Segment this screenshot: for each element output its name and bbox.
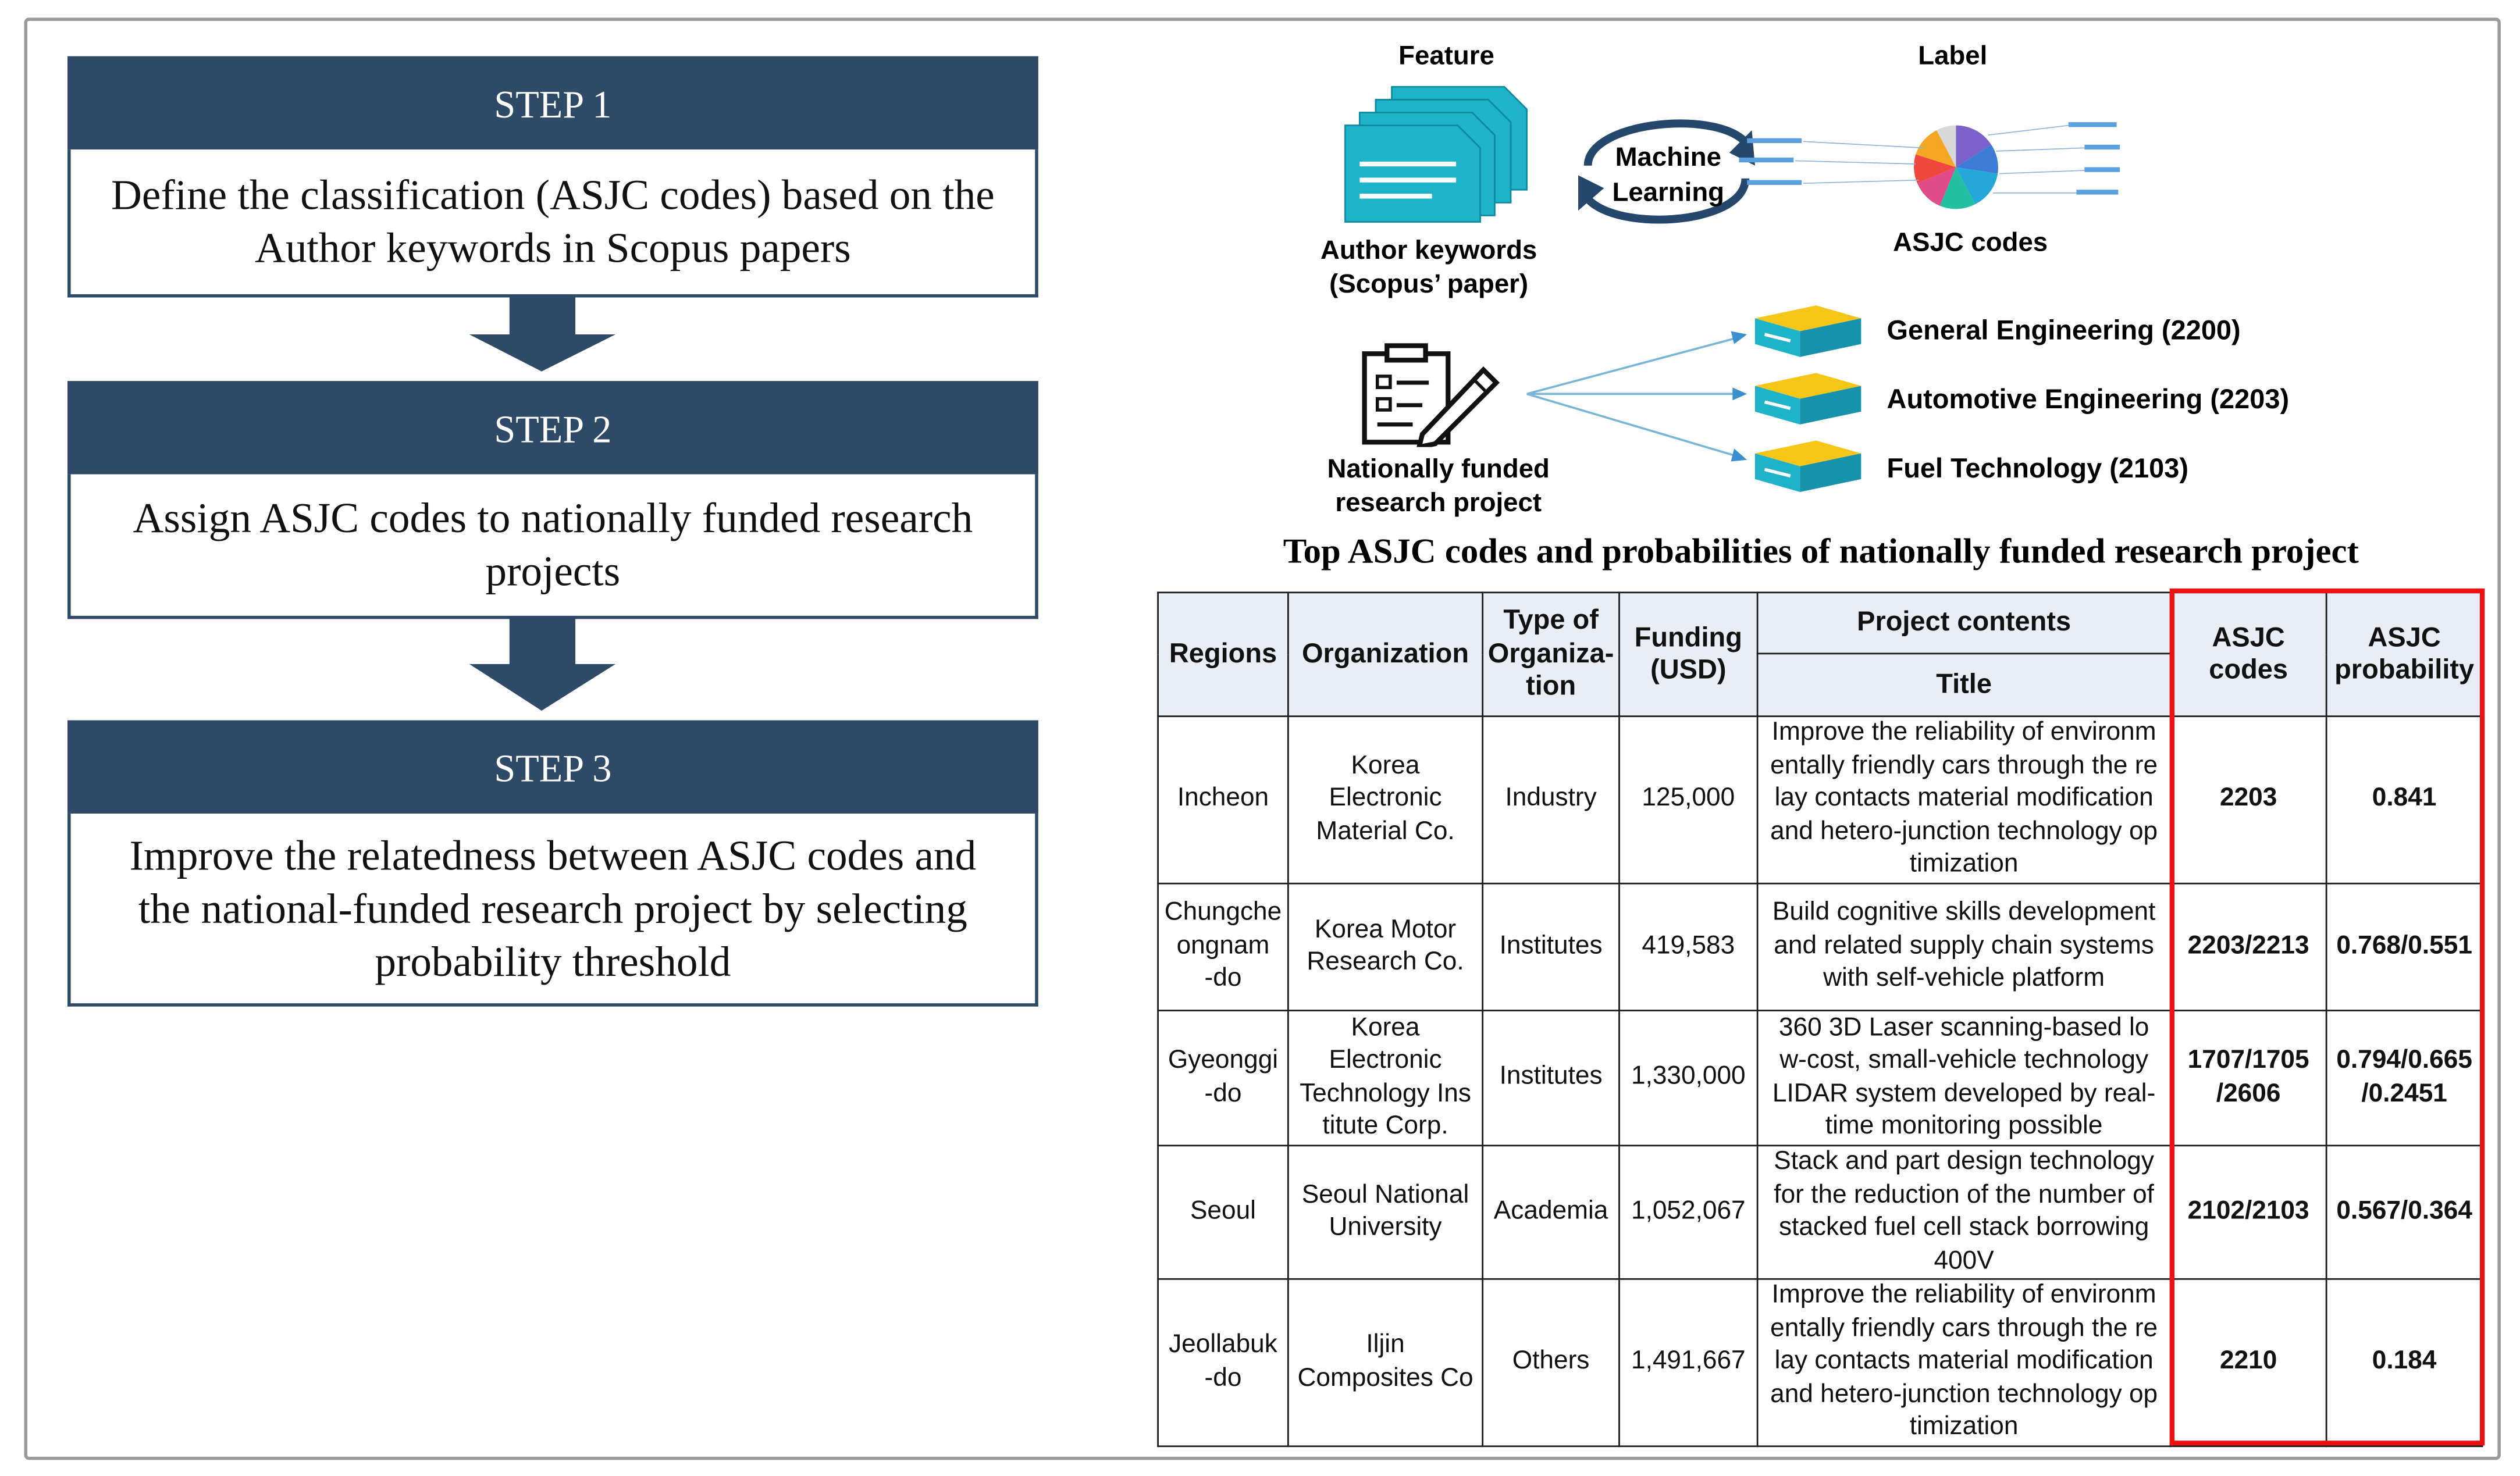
cell-asjc-probability: 0.768/0.551 [2326, 883, 2482, 1010]
col-header-project-contents: Project contents [1757, 593, 2170, 654]
cell-type: Others [1483, 1279, 1620, 1446]
cell-organization: Korea Motor Research Co. [1288, 883, 1482, 1010]
cell-organization: Korea Electronic Material Co. [1288, 716, 1482, 884]
cell-region: Jeollabuk -do [1158, 1279, 1289, 1446]
step-1-text: Define the classification (ASJC codes) based on the Author keywords in Scopus papers [67, 149, 1038, 297]
table-row [1158, 1279, 2483, 1446]
cell-organization: Korea Electronic Technology Ins titute Corp. [1288, 1011, 1482, 1146]
cell-organization: Seoul National University [1288, 1146, 1482, 1279]
col-header-type: Type of Organiza- tion [1483, 593, 1620, 716]
cell-asjc-codes: 2102/2103 [2170, 1146, 2326, 1279]
asjc-table [1157, 591, 2483, 1447]
cell-funding: 1,491,667 [1620, 1279, 1758, 1446]
category-box-icon [1752, 302, 1864, 361]
cell-funding: 419,583 [1620, 883, 1758, 1010]
step-1-box [67, 56, 1038, 298]
asjc-pie-chart-icon [1739, 113, 2124, 219]
cell-asjc-probability: 0.794/0.665 /0.2451 [2326, 1011, 2482, 1146]
col-header-organization: Organization [1288, 593, 1482, 716]
table-row [1158, 1011, 2483, 1146]
cell-title: Stack and part design technology for the reduction of the number of stacked fuel cell stack borrowing 400V [1757, 1146, 2170, 1279]
documents-icon [1344, 84, 1543, 225]
step-2-text: Assign ASJC codes to nationally funded research projects [67, 475, 1038, 619]
cell-title: 360 3D Laser scanning-based lo w-cost, small-vehicle technology LIDAR system developed by real- time monitoring possible [1757, 1011, 2170, 1146]
col-header-asjc-codes: ASJC codes [2170, 593, 2326, 716]
label-label: Label [1918, 41, 1988, 71]
cell-asjc-probability: 0.567/0.364 [2326, 1146, 2482, 1279]
output-automotive-engineering: Automotive Engineering (2203) [1887, 384, 2290, 415]
col-header-funding: Funding (USD) [1620, 593, 1758, 716]
col-header-title: Title [1757, 654, 2170, 716]
table-title: Top ASJC codes and probabilities of nationally funded research project [1283, 530, 2359, 571]
cell-region: Seoul [1158, 1146, 1289, 1279]
clipboard-icon [1358, 341, 1503, 447]
cell-title: Improve the reliability of environm entally friendly cars through the re lay contacts material modification and hetero-junction technology op timization [1757, 716, 2170, 884]
cell-title: Build cognitive skills development and related supply chain systems with self-vehicle platform [1757, 883, 2170, 1010]
project-label: Nationally funded research project [1327, 455, 1550, 518]
cell-organization: Iljin Composites Co [1288, 1279, 1482, 1446]
step-1-header: STEP 1 [67, 56, 1038, 149]
cell-asjc-codes: 2210 [2170, 1279, 2326, 1446]
col-header-regions: Regions [1158, 593, 1289, 716]
table-row [1158, 1146, 2483, 1279]
assignment-arrows [1519, 313, 1752, 474]
cell-asjc-probability: 0.184 [2326, 1279, 2482, 1446]
cell-funding: 125,000 [1620, 716, 1758, 884]
cell-region: Incheon [1158, 716, 1289, 884]
machine-learning-label: Machine Learning [1612, 143, 1725, 208]
cell-asjc-codes: 2203/2213 [2170, 883, 2326, 1010]
asjc-codes-label: ASJC codes [1893, 228, 2048, 258]
step-2-box [67, 381, 1038, 619]
step-2-header: STEP 2 [67, 381, 1038, 474]
output-fuel-technology: Fuel Technology (2103) [1887, 453, 2189, 484]
down-arrow-icon [466, 616, 618, 712]
cell-region: Gyeonggi -do [1158, 1011, 1289, 1146]
cell-asjc-codes: 1707/1705 /2606 [2170, 1011, 2326, 1146]
step-3-header: STEP 3 [67, 721, 1038, 814]
cell-asjc-codes: 2203 [2170, 716, 2326, 884]
category-box-icon [1752, 370, 1864, 428]
table-body [1158, 716, 2483, 1446]
step-3-box [67, 721, 1038, 1007]
output-general-engineering: General Engineering (2200) [1887, 315, 2241, 346]
cell-funding: 1,330,000 [1620, 1011, 1758, 1146]
feature-label: Feature [1398, 41, 1494, 71]
step-3-text: Improve the relatedness between ASJC codes and the national-funded research project by selecting probability threshold [67, 814, 1038, 1007]
cell-type: Industry [1483, 716, 1620, 884]
col-header-asjc-probability: ASJC probability [2326, 593, 2482, 716]
cell-region: Chungche ongnam -do [1158, 883, 1289, 1010]
cell-type: Academia [1483, 1146, 1620, 1279]
down-arrow-icon [466, 297, 618, 373]
table-header-row [1158, 593, 2483, 654]
author-keywords-label: Author keywords (Scopus’ paper) [1320, 236, 1537, 300]
cell-funding: 1,052,067 [1620, 1146, 1758, 1279]
table-row [1158, 716, 2483, 884]
cell-title: Improve the reliability of environm entally friendly cars through the re lay contacts material modification and hetero-junction technology op timization [1757, 1279, 2170, 1446]
cell-asjc-probability: 0.841 [2326, 716, 2482, 884]
table-row [1158, 883, 2483, 1010]
cell-type: Institutes [1483, 883, 1620, 1010]
cell-type: Institutes [1483, 1011, 1620, 1146]
category-box-icon [1752, 437, 1864, 495]
